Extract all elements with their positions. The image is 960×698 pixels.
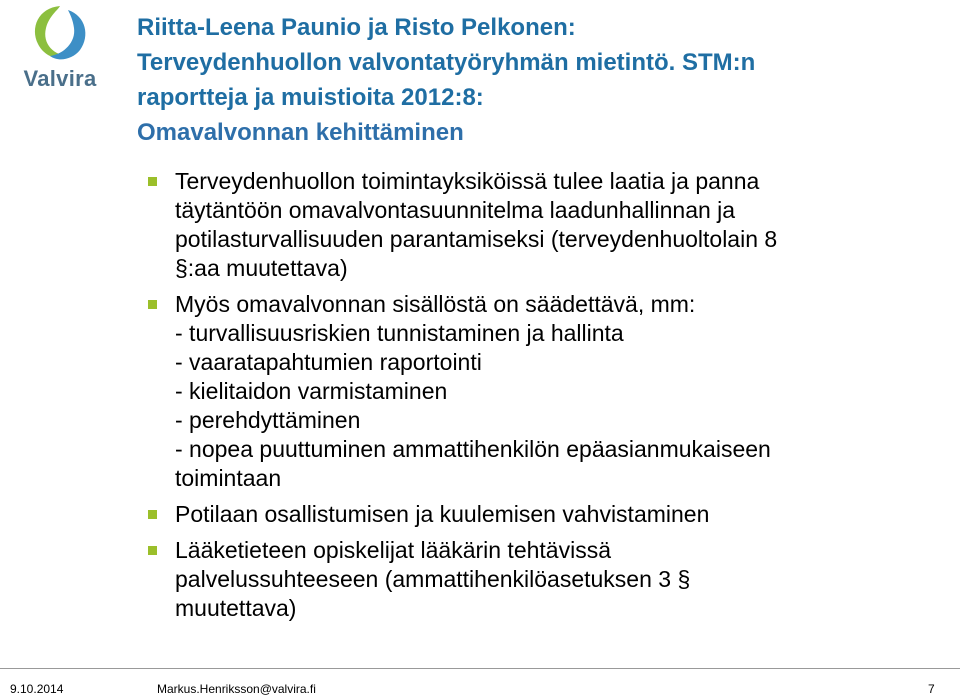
bullet-list [140,167,900,630]
bullet-line: - vaaratapahtumien raportointi [175,349,482,375]
slide-footer [0,668,960,698]
bullet-line: Lääketieteen opiskelijat lääkärin tehtävissä [175,537,611,563]
bullet-line: - kielitaidon varmistaminen [175,378,448,404]
bullet-line: - nopea puuttuminen ammattihenkilön epäasianmukaiseen [175,436,771,462]
logo-text: Valvira [23,66,97,91]
bullet-item [140,500,900,529]
title-line-4: Omavalvonnan kehittäminen [137,119,464,146]
bullet-item [140,290,900,493]
bullet-item [140,536,900,623]
title-line-2: Terveydenhuollon valvontatyöryhmän mietintö. STM:n [137,49,756,76]
bullet-line: Myös omavalvonnan sisällöstä on säädettävä, mm: [175,291,696,317]
bullet-square-icon [148,177,157,186]
bullet-line: täytäntöön omavalvontasuunnitelma laadunhallinnan ja [175,197,736,223]
valvira-logo-icon [24,4,96,66]
bullet-square-icon [148,510,157,519]
bullet-line: muutettava) [175,595,297,621]
title-line-3: raportteja ja muistioita 2012:8: [137,84,484,111]
bullet-square-icon [148,546,157,555]
bullet-line: - perehdyttäminen [175,407,361,433]
valvira-logo [10,4,110,104]
bullet-line: §:aa muutettava) [175,255,348,281]
footer-email: Markus.Henriksson@valvira.fi [157,682,316,696]
bullet-item [140,167,900,283]
bullet-line: - turvallisuusriskien tunnistaminen ja hallinta [175,320,624,346]
bullet-line: potilasturvallisuuden parantamiseksi (terveydenhuoltolain 8 [175,226,778,252]
bullet-line: Terveydenhuollon toimintayksiköissä tulee laatia ja panna [175,168,760,194]
bullet-line: palvelussuhteeseen (ammattihenkilöasetuksen 3 § [175,566,691,592]
bullet-line: Potilaan osallistumisen ja kuulemisen vahvistaminen [175,501,710,527]
slide-title [137,10,947,150]
footer-date: 9.10.2014 [10,682,64,696]
title-line-1: Riitta-Leena Paunio ja Risto Pelkonen: [137,14,576,41]
bullet-line: toimintaan [175,465,282,491]
footer-page-number: 7 [928,682,935,696]
bullet-square-icon [148,300,157,309]
